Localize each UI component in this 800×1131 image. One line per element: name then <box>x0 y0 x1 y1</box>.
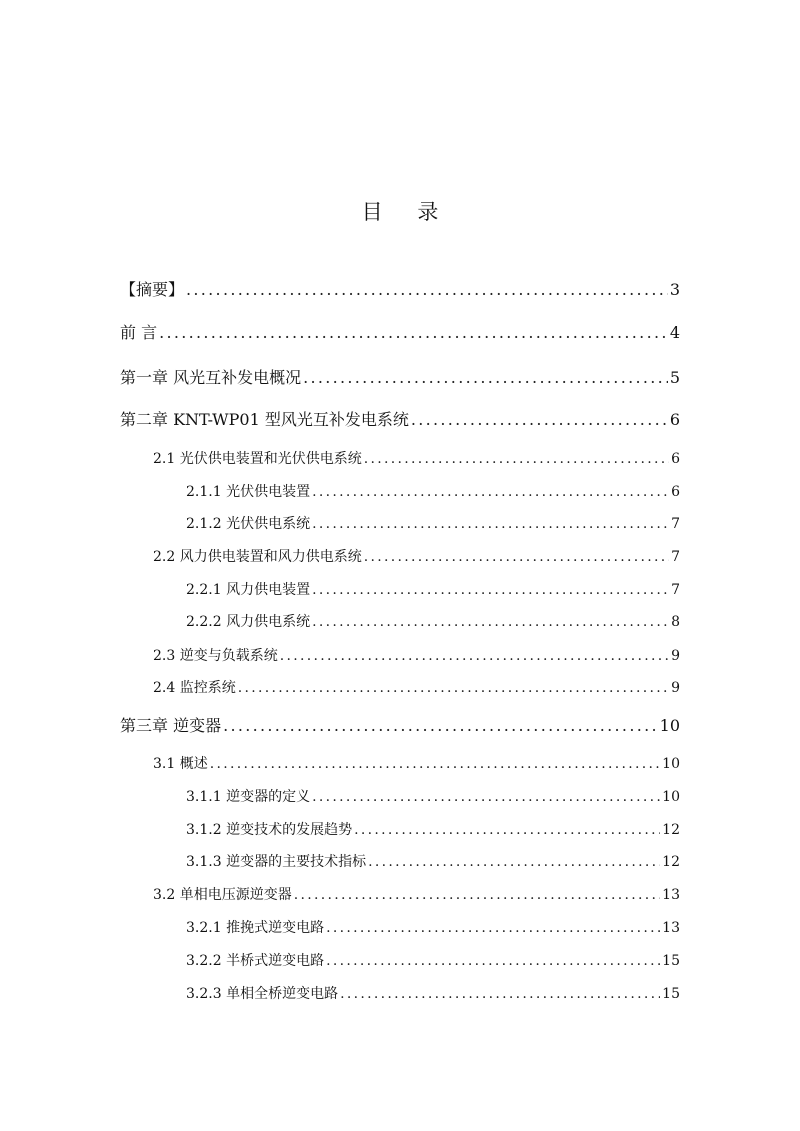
toc-entry-label: 2.1.2 光伏供电系统 <box>186 516 311 532</box>
toc-entry-label: 3.1.3 逆变器的主要技术指标 <box>186 854 367 870</box>
toc-page-number: 7 <box>671 549 680 565</box>
toc-page-number: 5 <box>669 368 680 387</box>
toc-leader-dots <box>186 277 668 303</box>
toc-entry-label: 2.1.1 光伏供电装置 <box>186 484 311 500</box>
toc-entry-label: 3.1 概述 <box>153 756 208 772</box>
toc-leader-dots <box>364 448 669 470</box>
toc-entry-label: 【摘要】 <box>120 280 185 299</box>
toc-entry-2-4[interactable] <box>153 677 680 699</box>
toc-leader-dots <box>223 713 658 739</box>
toc-entry-preface[interactable] <box>120 320 680 346</box>
toc-leader-dots <box>280 645 669 667</box>
toc-entry-label: 第三章 逆变器 <box>120 716 222 735</box>
toc-entry-3-2[interactable] <box>153 884 680 906</box>
toc-entry-2-3[interactable] <box>153 645 680 667</box>
toc-leader-dots <box>368 851 660 873</box>
toc-leader-dots <box>354 819 660 841</box>
toc-leader-dots <box>340 983 660 1005</box>
toc-leader-dots <box>159 320 668 346</box>
toc-page-number: 4 <box>669 323 680 342</box>
toc-entry-label: 2.2.1 风力供电装置 <box>186 582 311 598</box>
toc-page-number: 3 <box>669 280 680 299</box>
toc-entry-2-2-2[interactable] <box>186 611 680 633</box>
toc-page-number: 7 <box>671 516 680 532</box>
toc-entry-abstract[interactable] <box>120 277 680 303</box>
toc-page-number: 7 <box>671 582 680 598</box>
toc-entry-3-2-2[interactable] <box>186 950 680 972</box>
toc-entry-3-1-3[interactable] <box>186 851 680 873</box>
toc-entry-2-2[interactable] <box>153 546 680 568</box>
toc-entry-label: 2.2.2 风力供电系统 <box>186 614 311 630</box>
toc-entry-label: 3.1.1 逆变器的定义 <box>186 789 311 805</box>
toc-leader-dots <box>238 677 669 699</box>
toc-page-number: 15 <box>662 986 680 1002</box>
toc-entry-chapter-3[interactable] <box>120 713 680 739</box>
toc-entry-2-1[interactable] <box>153 448 680 470</box>
toc-leader-dots <box>294 884 660 906</box>
toc-leader-dots <box>411 407 668 433</box>
toc-leader-dots <box>326 917 660 939</box>
toc-entry-label: 前 言 <box>120 323 158 342</box>
toc-entry-3-1-2[interactable] <box>186 819 680 841</box>
toc-entry-3-1[interactable] <box>153 753 680 775</box>
toc-page-number: 6 <box>671 484 680 500</box>
toc-page-number: 8 <box>671 614 680 630</box>
toc-leader-dots <box>312 579 669 601</box>
toc-entry-chapter-1[interactable] <box>120 365 680 391</box>
toc-leader-dots <box>303 365 668 391</box>
toc-page-number: 10 <box>662 756 680 772</box>
toc-leader-dots <box>364 546 669 568</box>
toc-page-number: 10 <box>659 716 680 735</box>
toc-entry-label: 3.2.2 半桥式逆变电路 <box>186 953 325 969</box>
toc-entry-3-2-3[interactable] <box>186 983 680 1005</box>
toc-leader-dots <box>312 481 669 503</box>
toc-entry-label: 第一章 风光互补发电概况 <box>120 368 302 387</box>
toc-page-number: 12 <box>662 822 680 838</box>
toc-leader-dots <box>210 753 660 775</box>
toc-entry-label: 2.1 光伏供电装置和光伏供电系统 <box>153 451 362 467</box>
toc-page-number: 9 <box>671 680 680 696</box>
toc-leader-dots <box>326 950 660 972</box>
toc-entry-chapter-2[interactable] <box>120 407 680 433</box>
toc-entry-label: 2.3 逆变与负载系统 <box>153 648 278 664</box>
page-title: 目 录 <box>361 200 453 224</box>
toc-page-number: 13 <box>662 887 680 903</box>
toc-page-number: 6 <box>671 451 680 467</box>
toc-entry-label: 2.2 风力供电装置和风力供电系统 <box>153 549 362 565</box>
toc-leader-dots <box>312 786 660 808</box>
toc-entry-label: 3.2.3 单相全桥逆变电路 <box>186 986 339 1002</box>
toc-page-number: 10 <box>662 789 680 805</box>
toc-page-number: 12 <box>662 854 680 870</box>
toc-entry-label: 3.1.2 逆变技术的发展趋势 <box>186 822 353 838</box>
toc-entry-label: 第二章 KNT-WP01 型风光互补发电系统 <box>120 410 409 429</box>
toc-leader-dots <box>312 513 669 535</box>
toc-page-number: 15 <box>662 953 680 969</box>
toc-entry-2-2-1[interactable] <box>186 579 680 601</box>
toc-entry-label: 3.2 单相电压源逆变器 <box>153 887 292 903</box>
toc-entry-label: 2.4 监控系统 <box>153 680 236 696</box>
toc-entry-3-2-1[interactable] <box>186 917 680 939</box>
toc-entry-label: 3.2.1 推挽式逆变电路 <box>186 920 325 936</box>
toc-leader-dots <box>312 611 669 633</box>
toc-entry-2-1-1[interactable] <box>186 481 680 503</box>
toc-entry-2-1-2[interactable] <box>186 513 680 535</box>
toc-page-number: 9 <box>671 648 680 664</box>
toc-page-number: 13 <box>662 920 680 936</box>
toc-page-number: 6 <box>669 410 680 429</box>
toc-entry-3-1-1[interactable] <box>186 786 680 808</box>
